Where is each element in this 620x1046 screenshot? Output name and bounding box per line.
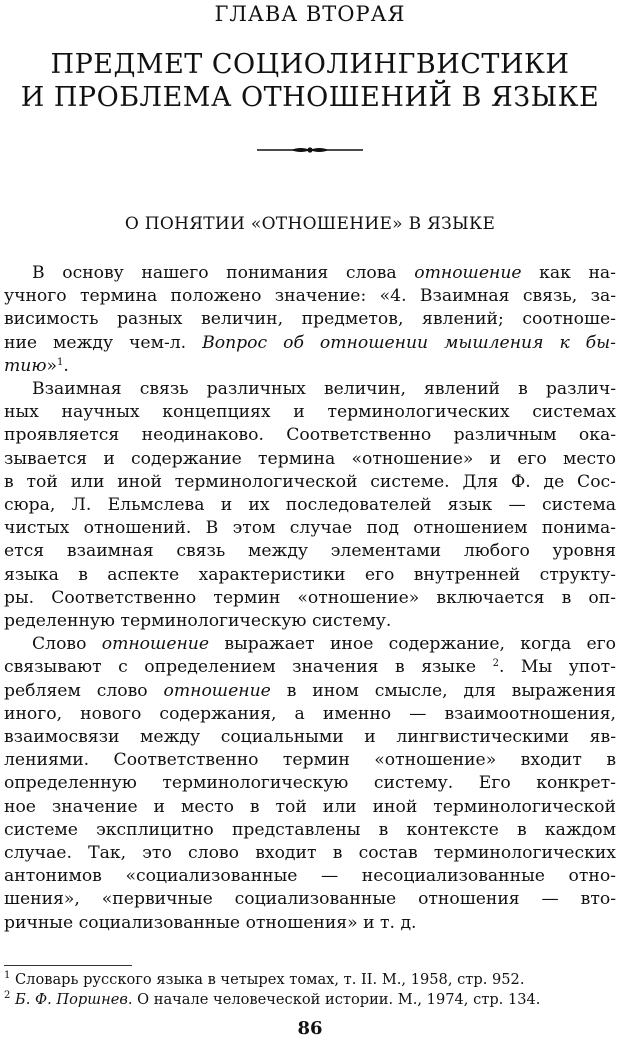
text-run: . Мы упот- xyxy=(498,657,616,678)
text-run: В основу нашего понимания слова xyxy=(32,263,415,283)
paragraph-3-line: лениями. Соответственно термин «отношение» входит в xyxy=(4,750,616,771)
page-number: 86 xyxy=(297,1018,323,1039)
footnote-number: 2 xyxy=(4,990,11,1001)
italic-example: тию xyxy=(4,355,47,376)
paragraph-3-line: иного, нового содержания, а именно — взаимоотношения, xyxy=(4,703,616,724)
paragraph-1-line: учного термина положено значение: «4. Взаимная связь, за- xyxy=(4,286,616,307)
paragraph-1-line xyxy=(4,262,616,285)
paragraph-3-line xyxy=(4,680,616,703)
text-run: как на- xyxy=(521,263,616,283)
paragraph-2-line: ределенную терминологическую систему. xyxy=(4,611,392,632)
paragraph-3-line: ричные социализованные отношения» и т. д. xyxy=(4,912,417,933)
text-run: в ином смысле, для выражения xyxy=(270,680,616,701)
footnote-text: Словарь русского языка в четырех томах, т. II. М., 1958, стр. 952. xyxy=(10,971,525,988)
paragraph-2-line: языка в аспекте характеристики его внутренней структу- xyxy=(4,564,616,585)
paragraph-2-line: чистых отношений. В этом случае под отношением понима- xyxy=(4,518,616,539)
paragraph-2-line: ры. Соответственно термин «отношение» включается в оп- xyxy=(4,587,616,608)
paragraph-3-line: антонимов «социализованные — несоциализованные отно- xyxy=(4,866,616,887)
text-run: ние между чем-л. xyxy=(4,332,203,353)
paragraph-2-line: в той или иной терминологической системе. Для Ф. де Сос- xyxy=(4,471,616,492)
paragraph-1-line: висимость разных величин, предметов, явлений; соотноше- xyxy=(4,309,616,330)
paragraph-3-line: шения», «первичные социализованные отношения — вто- xyxy=(4,889,616,910)
text-run: ребляем слово xyxy=(4,680,164,701)
chapter-title-line-1: ПРЕДМЕТ СОЦИОЛИНГВИСТИКИ xyxy=(50,49,570,80)
chapter-title xyxy=(0,48,620,114)
italic-example: Вопрос об отношении мышления к бы- xyxy=(202,332,616,353)
footnote-1 xyxy=(4,970,616,990)
paragraph-2-line: ется взаимная связь между элементами любого уровня xyxy=(4,541,616,562)
footnote-text: О начале человеческой истории. М., 1974, стр. 134. xyxy=(132,991,541,1008)
italic-term: отношение xyxy=(163,680,271,701)
paragraph-2-line: проявляется неодинаково. Соответственно различным ока- xyxy=(4,425,616,446)
italic-term: отношение xyxy=(101,634,210,655)
body-text xyxy=(4,262,616,935)
paragraph-2-line: ных научных концепциях и терминологических системах xyxy=(4,402,616,423)
paragraph-2-line: зывается и содержание термина «отношение» и его место xyxy=(4,448,616,469)
footnote-number: 1 xyxy=(4,970,11,981)
paragraph-3-line xyxy=(4,656,616,679)
italic-term: отношение xyxy=(414,263,522,283)
text-run: » xyxy=(46,355,58,376)
paragraph-2-line: Взаимная связь различных величин, явлений в различ- xyxy=(32,379,616,400)
ornament-divider xyxy=(255,143,365,157)
paragraph-3-line: системе эксплицитно представлены в контексте в каждом xyxy=(4,819,616,840)
paragraph-2-line: сюра, Л. Ельмслева и их последователей язык — система xyxy=(4,495,616,516)
text-run: Слово xyxy=(32,634,102,655)
chapter-heading: ГЛАВА ВТОРАЯ xyxy=(214,2,406,26)
footnote-ref-2[interactable]: 2 xyxy=(492,658,499,670)
footnote-2 xyxy=(4,990,616,1010)
paragraph-3-line: определенную терминологическую систему. Его конкрет- xyxy=(4,773,616,794)
section-heading: О ПОНЯТИИ «ОТНОШЕНИЕ» В ЯЗЫКЕ xyxy=(124,214,496,234)
paragraph-3-line: взаимосвязи между социальными и лингвистическими яв- xyxy=(4,727,616,748)
paragraph-3-line xyxy=(4,633,616,656)
paragraph-3-line: случае. Так, это слово входит в состав терминологических xyxy=(4,843,616,864)
chapter-title-line-2: И ПРОБЛЕМА ОТНОШЕНИЙ В ЯЗЫКЕ xyxy=(20,82,600,113)
paragraph-1-line xyxy=(4,355,616,378)
paragraph-1-line xyxy=(4,332,616,355)
footnote-author: Б. Ф. Поршнев. xyxy=(10,991,133,1008)
footnotes xyxy=(4,970,616,1010)
paragraph-3-line: ное значение и место в той или иной терминологической xyxy=(4,796,616,817)
text-run: . xyxy=(63,355,69,376)
footnote-rule xyxy=(4,965,132,966)
text-run: выражает иное содержание, когда его xyxy=(209,634,616,655)
footnote-ref-1[interactable]: 1 xyxy=(57,356,64,368)
text-run: связывают с определением значения в языке xyxy=(4,657,493,678)
